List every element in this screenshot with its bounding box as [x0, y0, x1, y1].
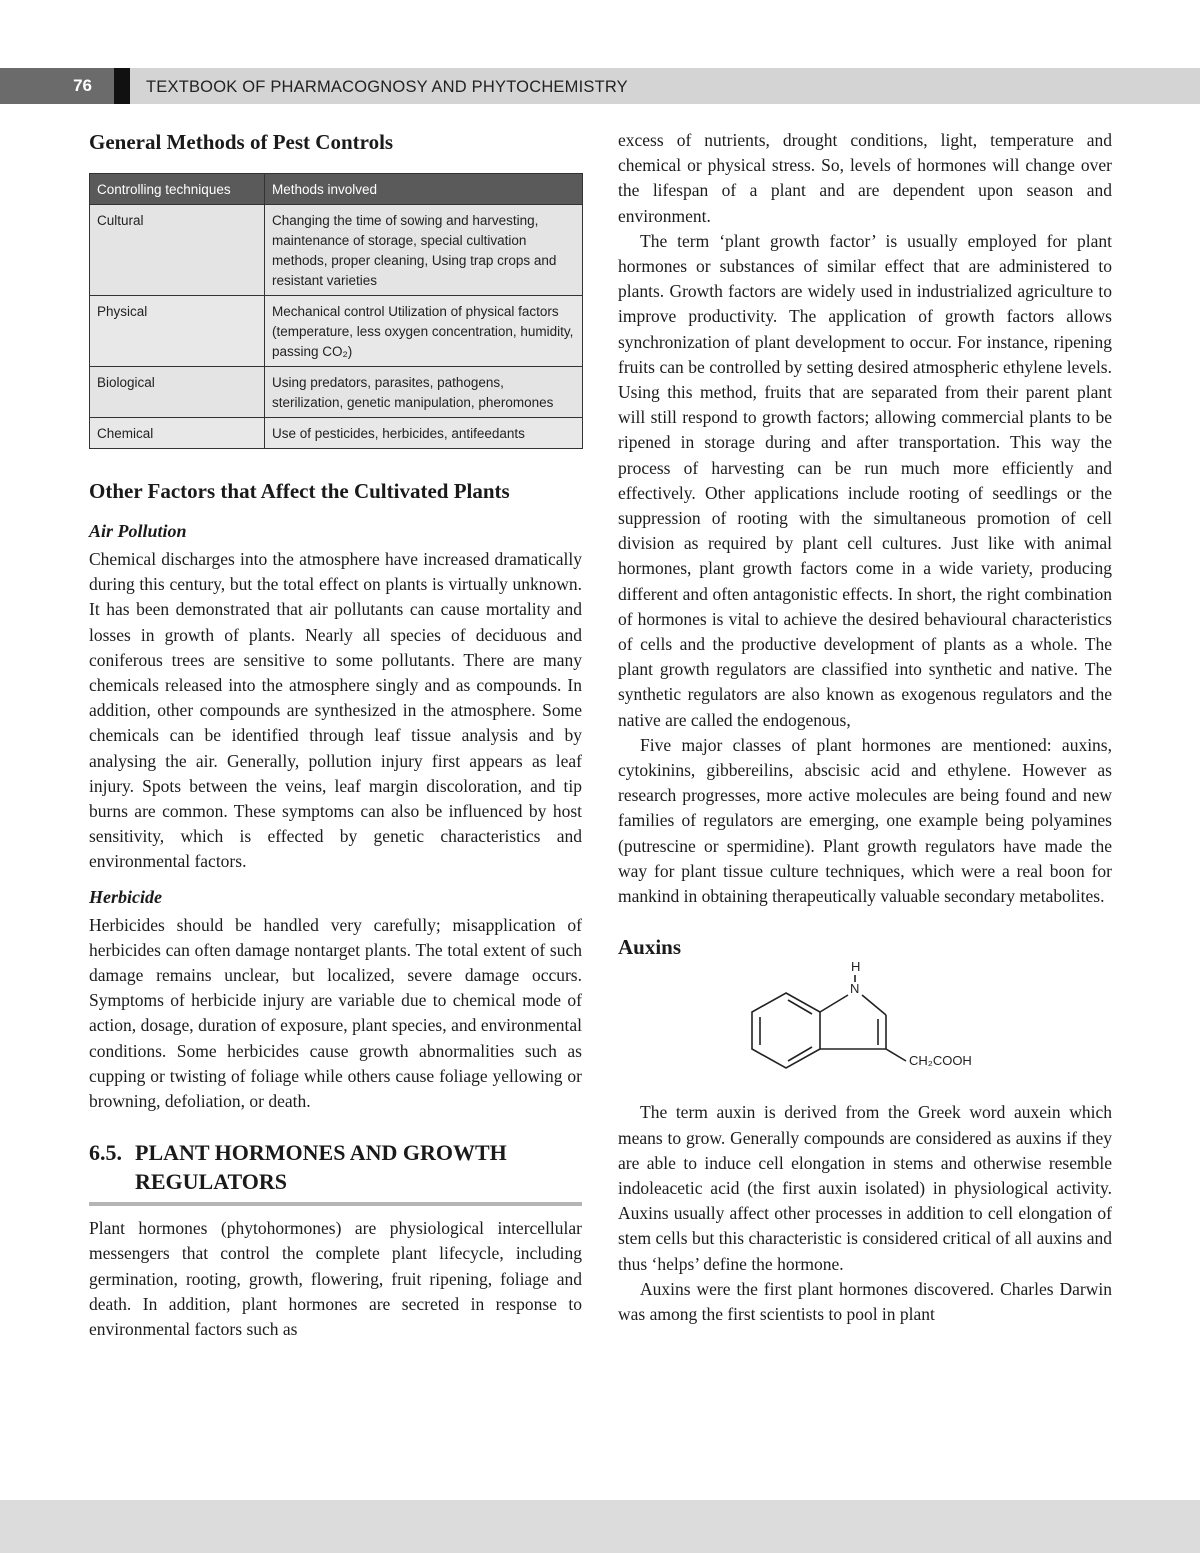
hydrogen-label: H: [851, 959, 861, 975]
table-row: [90, 418, 583, 449]
running-header-title: TEXTBOOK OF PHARMACOGNOSY AND PHYTOCHEMISTRY: [146, 78, 628, 96]
other-factors-heading: Other Factors that Affect the Cultivated Plants: [89, 479, 510, 503]
table-header-cell: Methods involved: [265, 174, 583, 205]
auxin-history-text: Auxins were the first plant hormones discovered. Charles Darwin was among the first scientists to pool in plant: [618, 1278, 1112, 1324]
header-divider-bar: [114, 68, 130, 104]
table-cell-methods: Changing the time of sowing and harvesting, maintenance of storage, special cultivation methods, proper cleaning, Using trap crops and resistant varieties: [265, 205, 583, 296]
table-row: [90, 367, 583, 418]
table-cell-methods: Use of pesticides, herbicides, antifeedants: [265, 418, 583, 449]
side-chain-label: CH₂COOH: [909, 1053, 972, 1069]
table-cell-technique: Physical: [90, 296, 265, 367]
herbicide-heading: Herbicide: [89, 886, 162, 907]
auxins-heading: Auxins: [618, 935, 682, 960]
table-header-cell: Controlling techniques: [90, 174, 265, 205]
nitrogen-label: N: [850, 981, 860, 997]
pest-controls-table: [89, 173, 583, 449]
air-pollution-text: Chemical discharges into the atmosphere have increased dramatically during this century, but the total effect on plants is virtually unknown. It has been demonstrated that air pollutants can cause mortality and losses in growth of plants. Nearly all species of deciduous and coniferous trees are sensitive to some pollutants. There are many chemicals released into the atmosphere singly and as compounds. In addition, other compounds are synthesized in the atmosphere. Some chemicals can be identified through leaf tissue analysis and by analysing the air. Generally, pollution injury first appears as leaf injury. Spots between the veins, leaf margin discoloration, and tip burns are common. These symptoms can also be influenced by host sensitivity, which is effected by genetic characteristics and environmental factors.: [89, 549, 582, 872]
table-cell-methods: Using predators, parasites, pathogens, sterilization, genetic manipulation, pheromones: [265, 367, 583, 418]
pest-controls-heading: General Methods of Pest Controls: [89, 130, 394, 154]
plant-hormones-text: Plant hormones (phytohormones) are physiological intercellular messengers that control the complete plant lifecycle, including germination, rooting, growth, flowering, fruit ripening, foliage and death. In addition, plant hormones are secreted in response to environmental factors such as: [89, 1218, 582, 1340]
table-cell-methods: Mechanical control Utilization of physical factors (temperature, less oxygen concentration, humidity, passing CO₂): [265, 296, 583, 367]
chapter-number: 6.5.: [89, 1140, 122, 1166]
chapter-title-line2: REGULATORS: [135, 1169, 288, 1195]
air-pollution-heading: Air Pollution: [89, 521, 187, 541]
chapter-title-line1: PLANT HORMONES AND GROWTH: [135, 1140, 507, 1166]
herbicide-text: Herbicides should be handled very carefully; misapplication of herbicides can often damage nontarget plants. The total extent of such damage remains unclear, but localized, severe damage occurs. Symptoms of herbicide injury are variable due to chemical mode of action, dosage, duration of exposure, plant species, and environmental conditions. Some herbicides cause growth abnormalities such as cupping or twisting of foliage while others cause foliage yellowing or browning, defoliation, or death.: [89, 914, 582, 1112]
table-cell-technique: Cultural: [90, 205, 265, 296]
table-cell-technique: Biological: [90, 367, 265, 418]
indoleacetic-acid-structure: [618, 959, 1112, 1070]
growth-factor-text: The term ‘plant growth factor’ is usually employed for plant hormones or substances of similar effect that are administered to plants. Growth factors are widely used in industrialized agriculture to improve productivity. The application of growth factors allows synchronization of plant development to occur. For instance, ripening fruits can be controlled by setting desired atmospheric ethylene levels. Using this method, fruits that are separated from their parent plant will still respond to growth factors; allowing commercial plants to be ripened in storage during and after transportation. This way the process of harvesting can be run much more efficiently and effectively. Other applications include rooting of seedlings or the suppression of rooting with the simultaneous promotion of cell division as required by plant cell cultures. Just like with animal hormones, plant growth factors come in a wide variety, producing different and often antagonistic effects. In short, the right combination of hormones is vital to achieve the desired behavioural characteristics of cells and the productive development of plants as a whole. The plant growth regulators are classified into synthetic and native. The synthetic regulators are also known as exogenous regulators and the native are called the endogenous,: [618, 230, 1112, 730]
auxin-definition-text: The term auxin is derived from the Greek word auxein which means to grow. Generally compounds are considered as auxins if they are able to induce cell elongation in stems and otherwise resemble indoleacetic acid (the first auxin isolated) in physiological activity. Auxins usually affect other processes in addition to cell elongation of stem cells but this characteristic is considered critical of all auxins and thus ‘helps’ define the hormone.: [618, 1102, 1112, 1274]
table-header-row: [90, 174, 583, 205]
hormone-levels-text: excess of nutrients, drought conditions, light, temperature and chemical or physical stress. So, levels of hormones will change over the lifespan of a plant and are dependent upon season and environment.: [618, 130, 1112, 226]
left-column: [89, 128, 582, 1342]
table-row: [90, 205, 583, 296]
hormone-classes-text: Five major classes of plant hormones are mentioned: auxins, cytokinins, gibbereilins, abscisic acid and ethylene. However as research progresses, more active molecules are being found and new families of regulators are emerging, one example being polyamines (putrescine or spermidine). Plant growth regulators have made the way for plant tissue culture techniques, which were a real boon for mankind in obtaining therapeutically valuable secondary metabolites.: [618, 734, 1112, 907]
right-column: [618, 128, 1112, 1327]
page-number: 76: [0, 68, 114, 104]
table-row: [90, 296, 583, 367]
chapter-heading: [89, 1138, 582, 1206]
table-cell-technique: Chemical: [90, 418, 265, 449]
footer-band: [0, 1500, 1200, 1553]
